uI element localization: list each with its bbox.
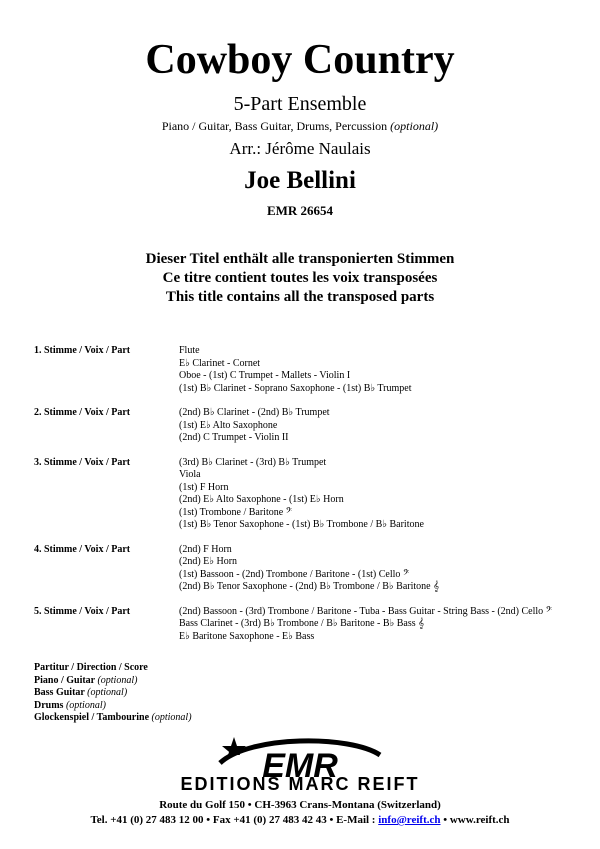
part-label: 5. Stimme / Voix / Part [34, 605, 131, 617]
score-label: Piano / Guitar [34, 674, 95, 686]
part-instrument: Viola [179, 469, 201, 480]
score-list [34, 662, 192, 725]
part-block [34, 345, 574, 395]
instrumentation-text: Piano / Guitar, Bass Guitar, Drums, Percussion [161, 119, 388, 133]
score-note: (optional) [97, 674, 138, 686]
part-instrument: (2nd) C Trumpet - Violin II [179, 432, 289, 443]
publisher-brand: EDITIONS MARC REIFT [180, 774, 420, 794]
notice-line-de: Dieser Titel enthält alle transponierten Stimmen [145, 251, 455, 267]
part-instrument: (2nd) Bassoon - (3rd) Trombone / Baritone - Tuba - Bass Guitar - String Bass - (2nd) Cello 𝄢 [179, 605, 553, 617]
score-label: Partitur / Direction / Score [34, 662, 148, 673]
part-block [34, 606, 574, 644]
ensemble-subtitle: 5-Part Ensemble [233, 93, 367, 115]
score-note: (optional) [87, 687, 128, 698]
part-instrument: E♭ Clarinet - Cornet [179, 357, 261, 369]
instrumentation-optional: (optional) [390, 119, 439, 133]
score-label: Drums [34, 699, 64, 711]
part-instrument: (3rd) B♭ Clarinet - (3rd) B♭ Trumpet [179, 456, 327, 468]
contact-phone-fax: Tel. +41 (0) 27 483 12 00 • Fax +41 (0) 27 483 42 43 • E-Mail : [90, 814, 379, 826]
part-instrument: (1st) Bassoon - (2nd) Trombone / Baritone - (1st) Cello 𝄢 [179, 568, 410, 580]
arranger: Arr.: Jérôme Naulais [229, 139, 371, 158]
notice-line-en: This title contains all the transposed parts [165, 289, 435, 305]
part-instrument: (2nd) E♭ Horn [179, 556, 238, 567]
instrumentation-line [0, 118, 600, 134]
part-instrument: (2nd) F Horn [179, 543, 232, 555]
score-item [34, 675, 192, 688]
score-label: Glockenspiel / Tambourine [34, 712, 150, 723]
part-instrument: (2nd) B♭ Tenor Saxophone - (2nd) B♭ Trombone / B♭ Baritone 𝄞 [179, 581, 439, 592]
score-item [34, 700, 192, 713]
page-title: Cowboy Country [145, 37, 455, 83]
part-label: 2. Stimme / Voix / Part [34, 407, 131, 418]
part-label: 1. Stimme / Voix / Part [34, 345, 131, 356]
part-instrument: E♭ Baritone Saxophone - E♭ Bass [179, 630, 315, 642]
score-item [34, 687, 192, 700]
part-instrument: (1st) B♭ Clarinet - Soprano Saxophone - (1st) B♭ Trumpet [179, 382, 412, 394]
contact-website: • www.reift.ch [440, 814, 510, 826]
catalog-code: EMR 26654 [266, 203, 334, 218]
score-label: Bass Guitar [34, 687, 85, 698]
part-instrument: Flute [179, 345, 200, 356]
part-block [34, 407, 574, 445]
part-instrument: Oboe - (1st) C Trumpet - Mallets - Violin I [179, 370, 351, 381]
score-item [34, 712, 192, 725]
email-link[interactable]: info@reift.ch [378, 814, 441, 826]
score-note: (optional) [65, 699, 106, 711]
composer: Joe Bellini [244, 167, 356, 194]
score-item [34, 662, 192, 675]
part-instrument: (2nd) E♭ Alto Saxophone - (1st) E♭ Horn [179, 494, 344, 505]
part-instrument: (1st) F Horn [179, 481, 229, 493]
publisher-contact [0, 813, 600, 827]
part-block [34, 544, 574, 594]
part-label: 4. Stimme / Voix / Part [34, 543, 131, 555]
part-instrument: Bass Clarinet - (3rd) B♭ Trombone / B♭ Baritone - B♭ Bass 𝄞 [179, 618, 425, 629]
part-instrument: (2nd) B♭ Clarinet - (2nd) B♭ Trumpet [179, 407, 330, 418]
transposed-notice [0, 250, 600, 307]
notice-line-fr: Ce titre contient toutes les voix transposées [162, 270, 438, 286]
score-note: (optional) [151, 712, 192, 723]
part-instrument: (1st) B♭ Tenor Saxophone - (1st) B♭ Trombone / B♭ Baritone [179, 519, 424, 530]
part-instrument: (1st) Trombone / Baritone 𝄢 [179, 506, 293, 518]
part-label: 3. Stimme / Voix / Part [34, 456, 131, 468]
publisher-address: Route du Golf 150 • CH-3963 Crans-Montana (Switzerland) [159, 799, 441, 811]
part-instrument: (1st) E♭ Alto Saxophone [179, 419, 278, 431]
parts-list [34, 345, 574, 643]
part-block [34, 457, 574, 532]
logo-text: EMR [262, 747, 338, 785]
